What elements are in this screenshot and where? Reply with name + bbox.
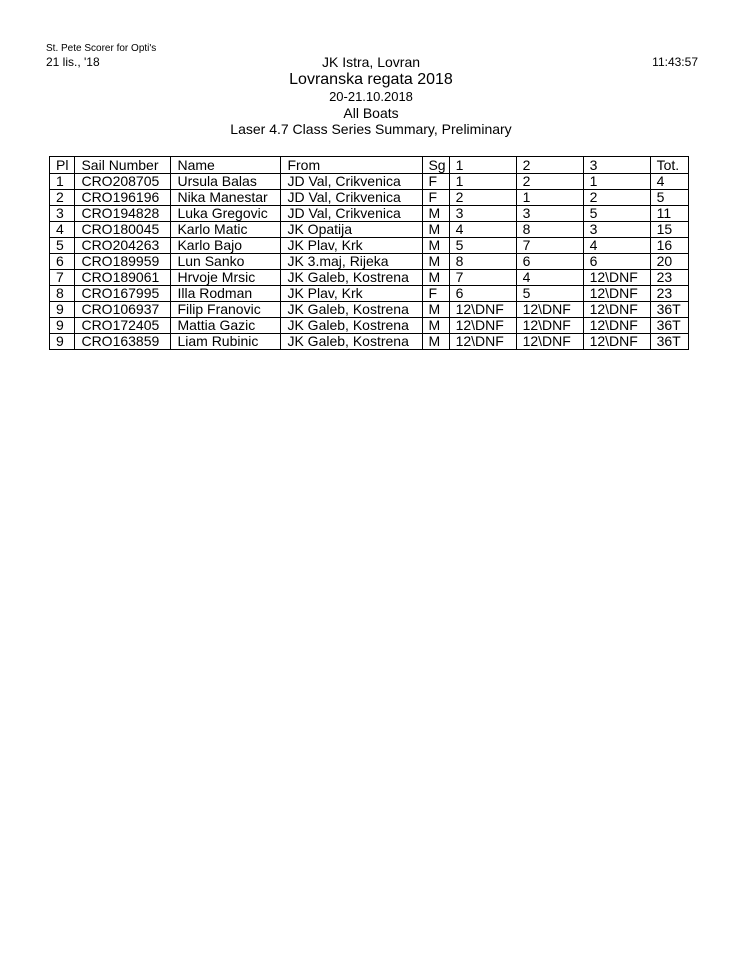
cell-total: 5: [650, 190, 688, 206]
cell-race-2: 12\DNF: [516, 334, 583, 350]
cell-sg: F: [423, 190, 449, 206]
table-row: [50, 318, 689, 334]
cell-race-3: 12\DNF: [583, 318, 650, 334]
summary-title: Laser 4.7 Class Series Summary, Preliminary: [230, 121, 512, 137]
cell-sail-number: CRO189061: [75, 270, 171, 286]
table-row: [50, 286, 689, 302]
cell-total: 23: [650, 286, 688, 302]
cell-total: 36T: [650, 302, 688, 318]
cell-race-3: 5: [583, 206, 650, 222]
cell-from: JK Plav, Krk: [281, 286, 423, 302]
cell-total: 20: [650, 254, 688, 270]
cell-place: 1: [50, 174, 75, 190]
col-header-sg: Sg: [423, 157, 449, 174]
cell-sail-number: CRO204263: [75, 238, 171, 254]
cell-race-1: 5: [449, 238, 516, 254]
event-dates: 20-21.10.2018: [329, 89, 413, 104]
cell-name: Mattia Gazic: [171, 318, 281, 334]
cell-from: JD Val, Crikvenica: [281, 190, 423, 206]
cell-race-3: 4: [583, 238, 650, 254]
table-row: [50, 206, 689, 222]
program-name: St. Pete Scorer for Opti's: [46, 43, 157, 54]
cell-from: JD Val, Crikvenica: [281, 206, 423, 222]
cell-total: 23: [650, 270, 688, 286]
cell-race-1: 4: [449, 222, 516, 238]
cell-total: 36T: [650, 334, 688, 350]
cell-sail-number: CRO163859: [75, 334, 171, 350]
cell-race-1: 3: [449, 206, 516, 222]
cell-name: Ursula Balas: [171, 174, 281, 190]
print-time: 11:43:57: [652, 55, 698, 69]
cell-from: JK 3.maj, Rijeka: [281, 254, 423, 270]
col-header-race-1: 1: [449, 157, 516, 174]
table-row: [50, 174, 689, 190]
table-row: [50, 302, 689, 318]
report-titles: [0, 54, 742, 137]
cell-place: 3: [50, 206, 75, 222]
cell-sail-number: CRO196196: [75, 190, 171, 206]
cell-race-2: 4: [516, 270, 583, 286]
cell-race-3: 6: [583, 254, 650, 270]
cell-name: Nika Manestar: [171, 190, 281, 206]
cell-race-3: 12\DNF: [583, 286, 650, 302]
cell-sg: F: [423, 286, 449, 302]
cell-place: 9: [50, 318, 75, 334]
cell-total: 4: [650, 174, 688, 190]
cell-race-2: 2: [516, 174, 583, 190]
cell-race-2: 5: [516, 286, 583, 302]
cell-sail-number: CRO106937: [75, 302, 171, 318]
cell-from: JK Galeb, Kostrena: [281, 270, 423, 286]
cell-sg: M: [423, 270, 449, 286]
cell-sg: M: [423, 254, 449, 270]
table-row: [50, 238, 689, 254]
cell-total: 36T: [650, 318, 688, 334]
cell-race-3: 3: [583, 222, 650, 238]
cell-race-3: 12\DNF: [583, 334, 650, 350]
cell-race-2: 6: [516, 254, 583, 270]
table-row: [50, 222, 689, 238]
cell-sail-number: CRO172405: [75, 318, 171, 334]
results-body: [50, 174, 689, 350]
cell-race-3: 12\DNF: [583, 302, 650, 318]
cell-from: JD Val, Crikvenica: [281, 174, 423, 190]
col-header-sail-number: Sail Number: [75, 157, 171, 174]
cell-sail-number: CRO167995: [75, 286, 171, 302]
cell-total: 16: [650, 238, 688, 254]
cell-sail-number: CRO208705: [75, 174, 171, 190]
print-date: 21 lis., '18: [46, 55, 100, 69]
cell-race-1: 2: [449, 190, 516, 206]
cell-place: 2: [50, 190, 75, 206]
cell-race-2: 3: [516, 206, 583, 222]
cell-name: Karlo Bajo: [171, 238, 281, 254]
club-title: JK Istra, Lovran: [321, 54, 421, 70]
cell-sg: F: [423, 174, 449, 190]
cell-race-1: 8: [449, 254, 516, 270]
cell-name: Illa Rodman: [171, 286, 281, 302]
cell-sail-number: CRO180045: [75, 222, 171, 238]
cell-sg: M: [423, 206, 449, 222]
col-header-from: From: [281, 157, 423, 174]
cell-from: JK Galeb, Kostrena: [281, 318, 423, 334]
col-header-race-2: 2: [516, 157, 583, 174]
cell-race-1: 6: [449, 286, 516, 302]
cell-place: 8: [50, 286, 75, 302]
cell-name: Filip Franovic: [171, 302, 281, 318]
cell-name: Hrvoje Mrsic: [171, 270, 281, 286]
cell-race-3: 1: [583, 174, 650, 190]
cell-name: Luka Gregovic: [171, 206, 281, 222]
table-row: [50, 334, 689, 350]
cell-race-1: 1: [449, 174, 516, 190]
cell-place: 5: [50, 238, 75, 254]
cell-race-1: 12\DNF: [449, 334, 516, 350]
table-row: [50, 254, 689, 270]
cell-sg: M: [423, 238, 449, 254]
cell-place: 9: [50, 302, 75, 318]
cell-race-2: 1: [516, 190, 583, 206]
table-row: [50, 190, 689, 206]
cell-place: 4: [50, 222, 75, 238]
cell-from: JK Galeb, Kostrena: [281, 302, 423, 318]
cell-from: JK Plav, Krk: [281, 238, 423, 254]
table-row: [50, 270, 689, 286]
cell-sail-number: CRO189959: [75, 254, 171, 270]
cell-race-2: 8: [516, 222, 583, 238]
cell-race-1: 12\DNF: [449, 318, 516, 334]
cell-race-2: 12\DNF: [516, 302, 583, 318]
fleet-title: All Boats: [343, 105, 399, 121]
event-title: Lovranska regata 2018: [289, 71, 453, 88]
cell-race-1: 7: [449, 270, 516, 286]
cell-race-2: 12\DNF: [516, 318, 583, 334]
cell-race-1: 12\DNF: [449, 302, 516, 318]
cell-place: 7: [50, 270, 75, 286]
cell-place: 6: [50, 254, 75, 270]
col-header-total: Tot.: [650, 157, 688, 174]
cell-total: 11: [650, 206, 688, 222]
cell-sg: M: [423, 334, 449, 350]
cell-name: Karlo Matic: [171, 222, 281, 238]
col-header-name: Name: [171, 157, 281, 174]
cell-sail-number: CRO194828: [75, 206, 171, 222]
results-table: [49, 156, 689, 350]
col-header-race-3: 3: [583, 157, 650, 174]
cell-race-3: 12\DNF: [583, 270, 650, 286]
cell-from: JK Galeb, Kostrena: [281, 334, 423, 350]
cell-from: JK Opatija: [281, 222, 423, 238]
cell-race-2: 7: [516, 238, 583, 254]
cell-sg: M: [423, 222, 449, 238]
col-header-place: Pl: [50, 157, 75, 174]
table-header-row: [50, 157, 689, 174]
cell-sg: M: [423, 318, 449, 334]
cell-total: 15: [650, 222, 688, 238]
cell-name: Liam Rubinic: [171, 334, 281, 350]
cell-name: Lun Sanko: [171, 254, 281, 270]
cell-race-3: 2: [583, 190, 650, 206]
cell-place: 9: [50, 334, 75, 350]
cell-sg: M: [423, 302, 449, 318]
